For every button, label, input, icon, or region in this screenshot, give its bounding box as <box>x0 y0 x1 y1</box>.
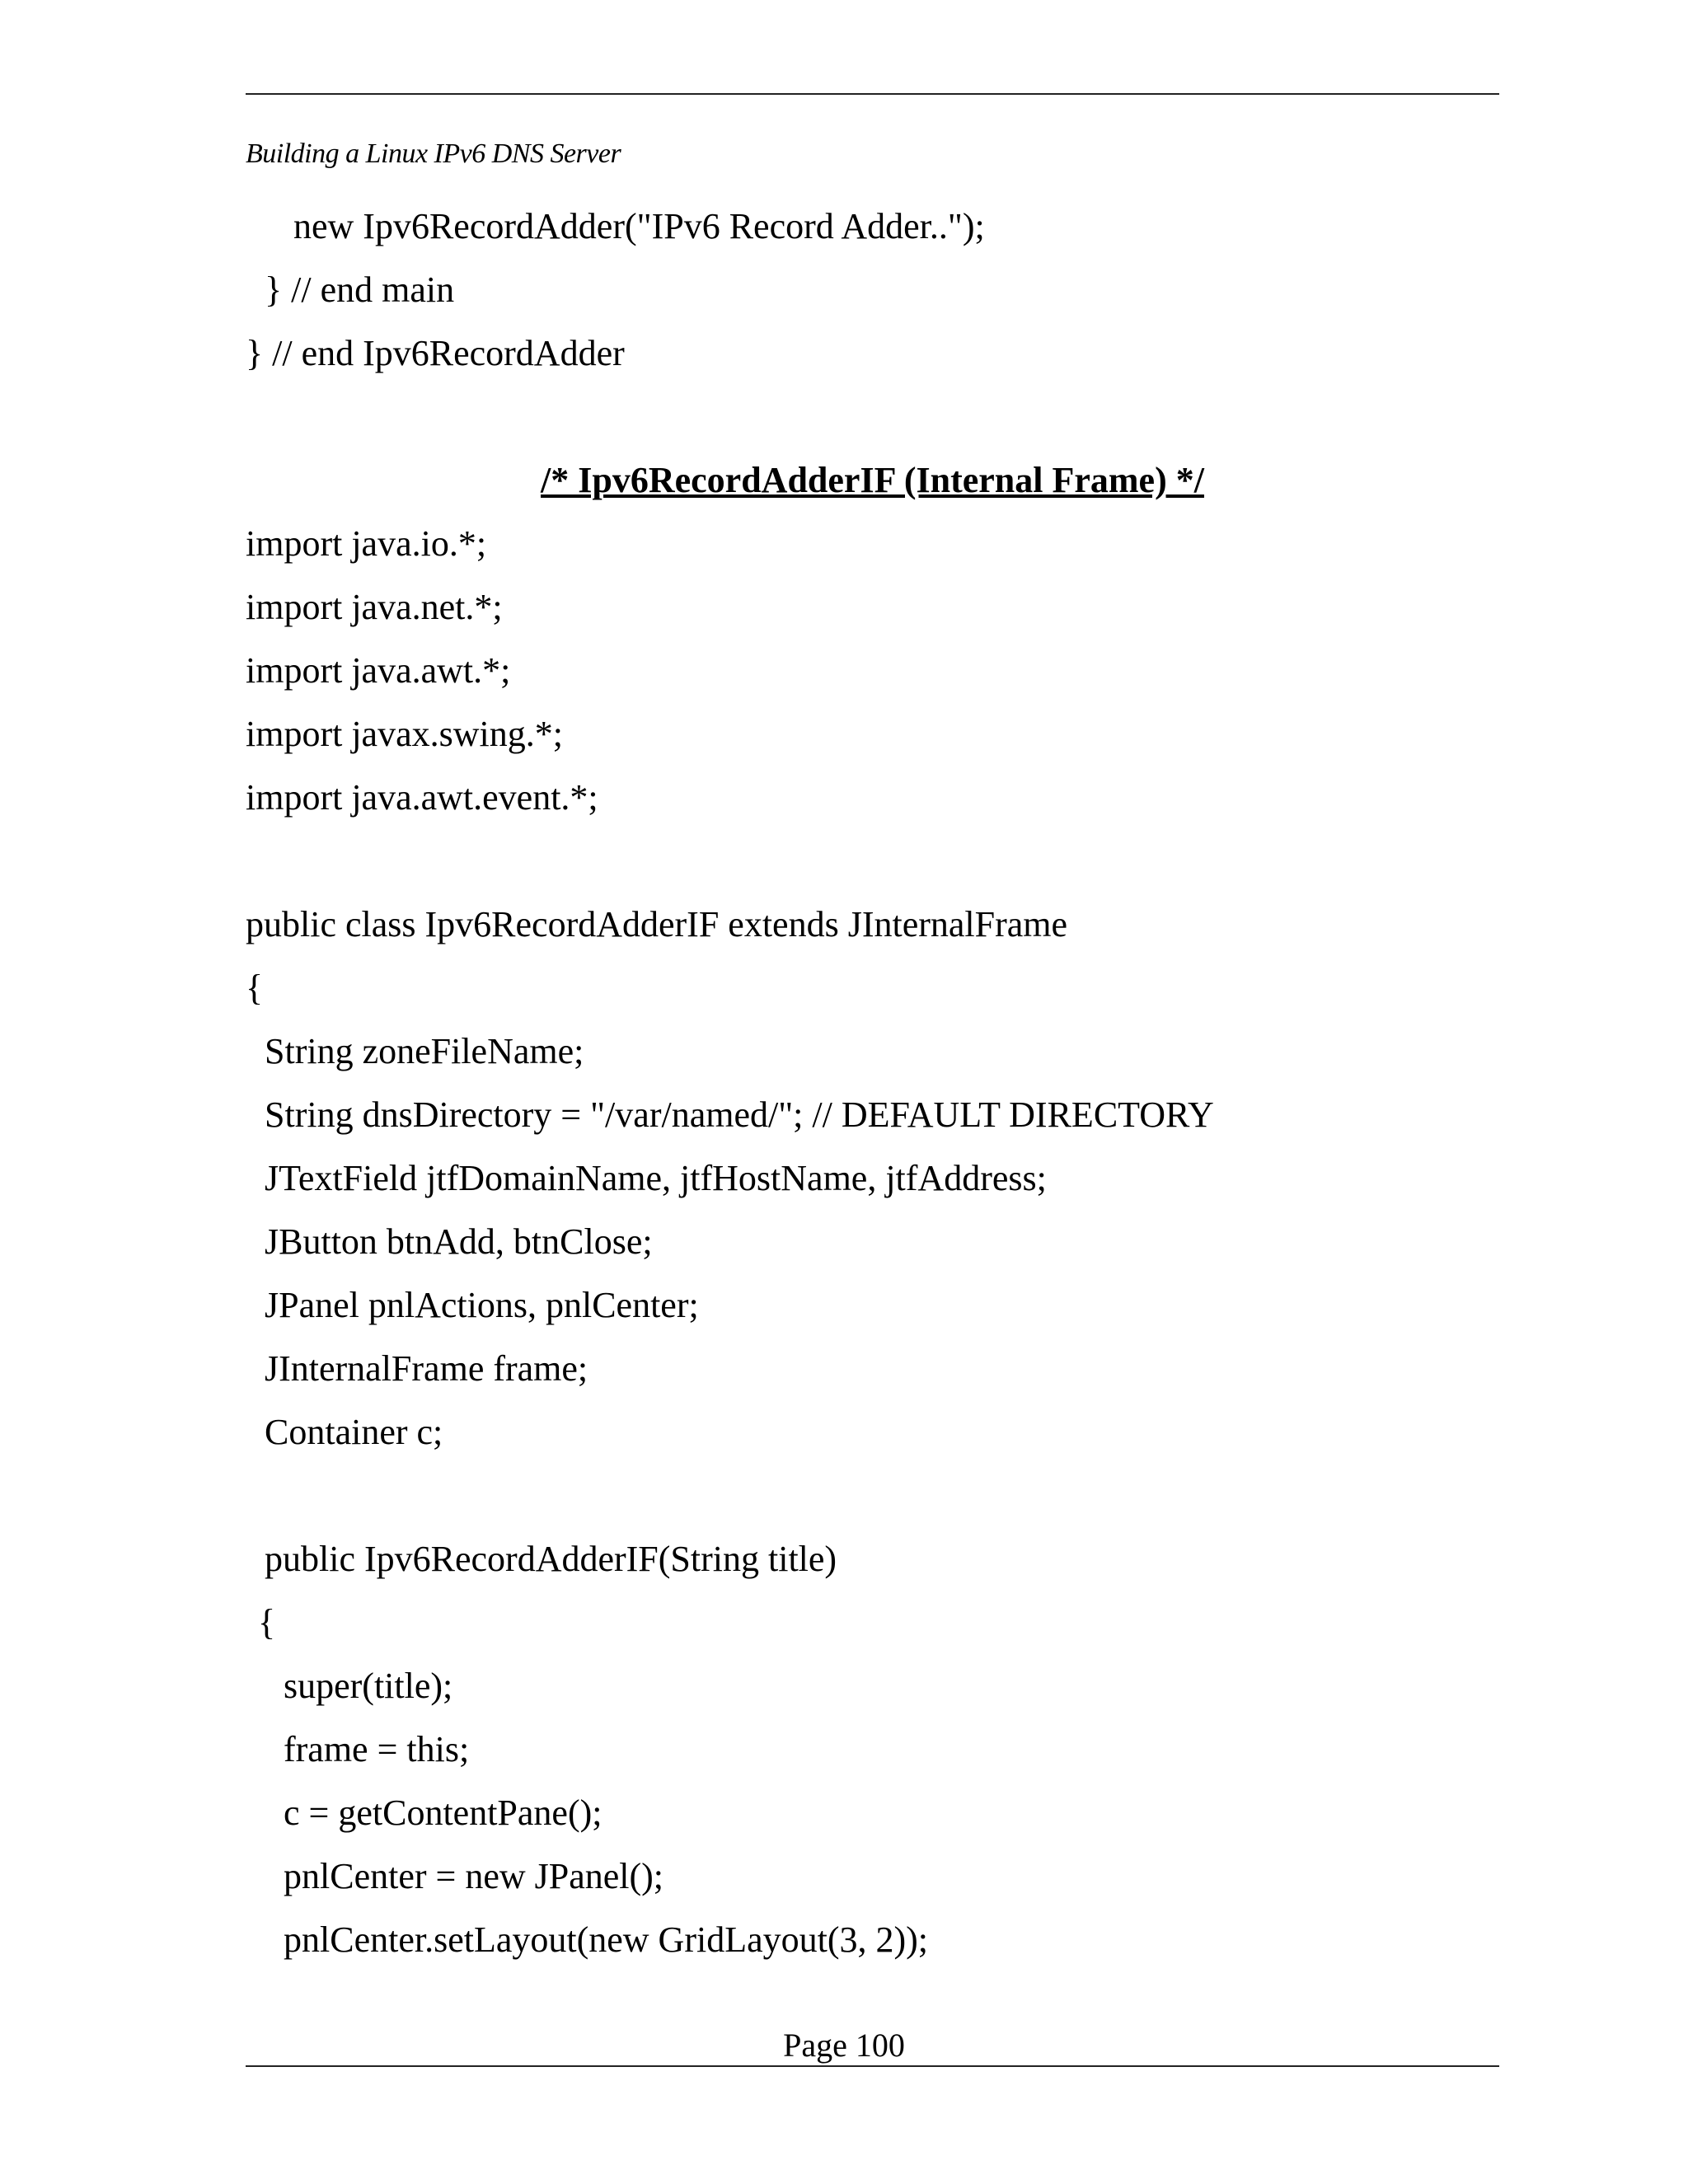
code-line: { <box>246 968 264 1008</box>
code-line: frame = this; <box>284 1729 470 1769</box>
code-line: String zoneFileName; <box>265 1031 584 1071</box>
code-line: pnlCenter = new JPanel(); <box>284 1856 664 1896</box>
code-line: new Ipv6RecordAdder("IPv6 Record Adder.."); <box>293 206 985 246</box>
code-line: JPanel pnlActions, pnlCenter; <box>265 1285 699 1325</box>
footer-rule <box>246 2065 1499 2067</box>
section-heading: /* Ipv6RecordAdderIF (Internal Frame) */ <box>541 460 1204 500</box>
code-line: import java.net.*; <box>246 587 503 627</box>
code-line: JButton btnAdd, btnClose; <box>265 1221 653 1262</box>
code-line: } // end main <box>265 269 455 310</box>
code-line: super(title); <box>284 1666 453 1706</box>
blank-line <box>246 385 1499 448</box>
code-line: import javax.swing.*; <box>246 714 563 754</box>
code-line: String dnsDirectory = "/var/named/"; // DEFAULT DIRECTORY <box>265 1094 1214 1135</box>
code-line: public class Ipv6RecordAdderIF extends JInternalFrame <box>246 904 1068 944</box>
blank-line <box>246 829 1499 893</box>
code-line: } // end Ipv6RecordAdder <box>246 333 625 373</box>
page-number: Page 100 <box>783 2027 905 2064</box>
code-line: import java.awt.event.*; <box>246 777 598 818</box>
code-line: JInternalFrame frame; <box>265 1348 588 1389</box>
code-line: Container c; <box>265 1412 443 1452</box>
code-line: JTextField jtfDomainName, jtfHostName, jtfAddress; <box>265 1158 1047 1198</box>
blank-line <box>246 1464 1499 1527</box>
code-line: pnlCenter.setLayout(new GridLayout(3, 2)); <box>284 1919 929 1960</box>
code-line: public Ipv6RecordAdderIF(String title) <box>265 1539 837 1579</box>
code-line: import java.awt.*; <box>246 650 511 691</box>
code-line: { <box>258 1602 276 1643</box>
code-line: c = getContentPane(); <box>284 1793 603 1833</box>
running-header: Building a Linux IPv6 DNS Server <box>246 138 621 169</box>
code-listing <box>246 194 1499 1971</box>
code-line: import java.io.*; <box>246 523 487 564</box>
header-rule <box>246 93 1499 95</box>
